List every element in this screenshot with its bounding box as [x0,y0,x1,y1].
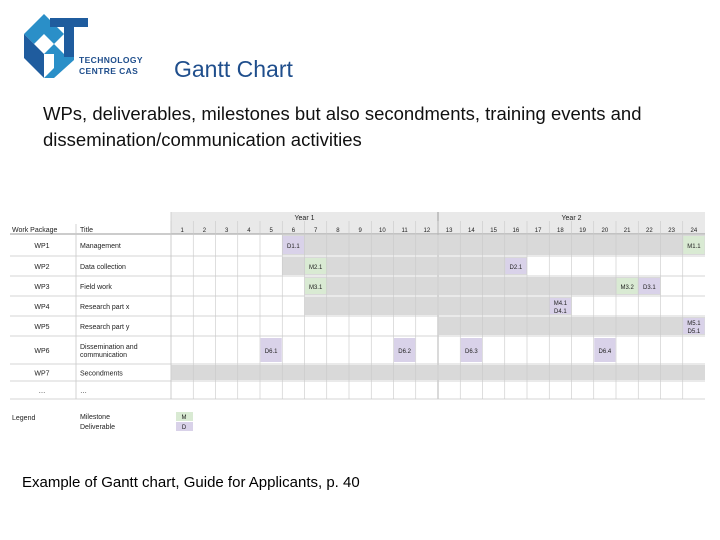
work-package-label: WP7 [34,370,50,378]
slide-title: Gantt Chart [174,56,293,82]
month-label: 18 [557,228,564,234]
month-label: 23 [668,228,675,234]
month-label: 19 [579,228,586,234]
month-label: 1 [180,228,184,234]
month-label: 3 [224,228,229,234]
marker-label: D6.2 [398,349,411,355]
month-label: 7 [313,228,318,234]
month-label: 14 [468,228,475,234]
work-package-label: WP1 [34,243,50,250]
month-label: 9 [358,228,362,234]
marker-label: D1.1 [287,244,300,250]
month-label: 20 [601,228,609,234]
marker-label: M3.2 [620,285,634,291]
year-label: Year 2 [561,215,582,222]
marker-label: M2.1 [308,265,323,271]
marker-label: M1.1 [687,244,701,250]
work-package-label: WP2 [34,264,50,271]
month-label: 15 [490,228,497,234]
work-package-title: Field work [80,284,112,291]
legend-item-label: Deliverable [80,424,116,431]
marker-label: D2.1 [509,265,523,271]
gantt-chart [10,212,706,442]
work-package-title: Research part x [80,304,130,311]
work-package-title: Research part y [80,324,130,331]
work-package-title: Dissemination and [80,344,138,351]
logo-text-line1: TECHNOLOGY [79,55,143,65]
logo-text [79,55,143,77]
year-label: Year 1 [294,215,315,222]
marker-label: D6.4 [598,349,612,355]
work-package-title: Management [80,243,121,250]
month-label: 21 [623,228,631,234]
marker-label: D5.1 [687,329,701,335]
month-label: 12 [423,228,431,234]
column-header-work-package: Work Package [12,227,58,234]
work-package-label: WP3 [34,284,50,291]
marker-label: M3.1 [308,285,323,291]
work-package-title: communication [80,352,128,359]
month-label: 16 [512,228,520,234]
marker-label: M4.1 [553,301,568,307]
work-package-label: … [38,388,46,395]
work-package-label: WP6 [34,348,50,355]
legend-swatch-label: M [181,415,187,421]
month-label: 4 [247,228,251,234]
marker-label: D6.3 [465,349,478,355]
marker-label: D6.1 [264,349,278,355]
month-label: 2 [202,228,207,234]
gantt-chart-svg [10,212,706,442]
month-label: 24 [690,228,698,234]
work-package-label: WP4 [34,304,50,311]
month-label: 22 [646,228,653,234]
month-label: 8 [336,228,340,234]
month-label: 10 [379,228,386,234]
legend-label: Legend [12,415,36,422]
logo-text-line2: CENTRE CAS [79,66,139,76]
slide-subtitle: WPs, deliverables, milestones but also secondments, training events and dissemination/communication activities [43,103,642,150]
column-header-title: Title [80,227,93,234]
work-package-title: Secondments [80,370,123,378]
month-label: 13 [445,228,453,234]
month-label: 5 [269,228,273,234]
legend-swatch-label: D [181,425,187,431]
month-label: 6 [291,228,296,234]
marker-label: D3.1 [643,285,656,291]
marker-label: D4.1 [554,309,567,315]
month-label: 17 [534,228,542,234]
figure-caption: Example of Gantt chart, Guide for Applicants, p. 40 [22,474,360,491]
task-bar [282,235,705,255]
work-package-title: … [80,388,87,395]
work-package-label: WP5 [34,324,50,331]
legend-item-label: Milestone [80,414,110,421]
work-package-title: Data collection [80,264,126,271]
marker-label: M5.1 [687,321,701,327]
month-label: 11 [401,228,408,234]
